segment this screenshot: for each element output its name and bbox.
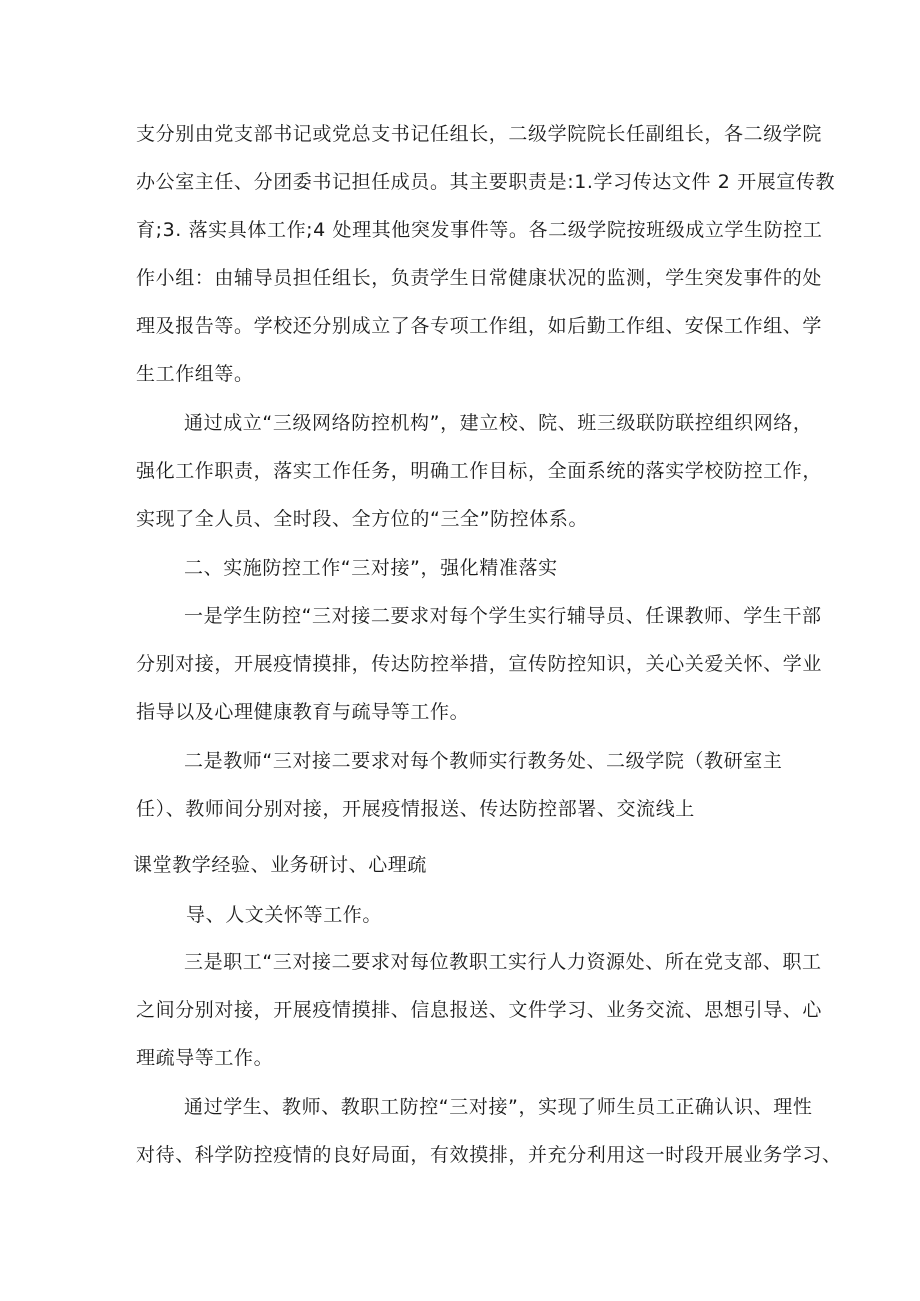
text-line: 通过成立“三级网络防控机构”，建立校、院、班三级联防联控组织网络， <box>184 412 813 434</box>
text-line: 支分别由党支部书记或党总支书记任组长，二级学院院长任副组长，各二级学院 <box>136 123 823 145</box>
text-line: 育;3. 落实具体工作;4 处理其他突发事件等。各二级学院按班级成立学生防控工 <box>136 219 823 241</box>
section-heading: 二、实施防控工作“三对接”，强化精准落实 <box>184 557 558 579</box>
text-line: 二是教师“三对接二要求对每个教师实行教务处、二级学院（教研室主 <box>184 750 783 772</box>
text-line: 三是职工“三对接二要求对每位教职工实行人力资源处、所在党支部、职工 <box>184 951 822 973</box>
text-line: 生工作组等。 <box>136 363 254 385</box>
text-line: 导、人文关怀等工作。 <box>186 904 383 926</box>
text-line: 分别对接，开展疫情摸排，传达防控举措，宣传防控知识，关心关爱关怀、学业 <box>136 653 823 675</box>
text-line: 对待、科学防控疫情的良好局面，有效摸排，并充分利用这一时段开展业务学习、 <box>136 1144 842 1166</box>
text-line: 作小组：由辅导员担任组长，负责学生日常健康状况的监测，学生突发事件的处 <box>136 267 823 289</box>
text-line: 任）、教师间分别对接，开展疫情报送、传达防控部署、交流线上 <box>136 798 695 820</box>
text-line: 理及报告等。学校还分别成立了各专项工作组，如后勤工作组、安保工作组、学 <box>136 315 823 337</box>
text-line: 通过学生、教师、教职工防控“三对接”，实现了师生员工正确认识、理性 <box>184 1096 813 1118</box>
text-line: 之间分别对接，开展疫情摸排、信息报送、文件学习、业务交流、思想引导、心 <box>136 999 823 1021</box>
text-line: 课堂教学经验、业务研讨、心理疏 <box>133 854 428 876</box>
text-line: 强化工作职责，落实工作任务，明确工作目标，全面系统的落实学校防控工作， <box>136 460 823 482</box>
text-line: 理疏导等工作。 <box>136 1047 274 1069</box>
text-line: 实现了全人员、全时段、全方位的“三全”防控体系。 <box>136 508 589 530</box>
text-line: 办公室主任、分团委书记担任成员。其主要职责是:1.学习传达文件 2 开展宣传教 <box>136 171 836 193</box>
text-line: 指导以及心理健康教育与疏导等工作。 <box>136 701 470 723</box>
text-line: 一是学生防控“三对接二要求对每个学生实行辅导员、任课教师、学生干部 <box>184 605 822 627</box>
